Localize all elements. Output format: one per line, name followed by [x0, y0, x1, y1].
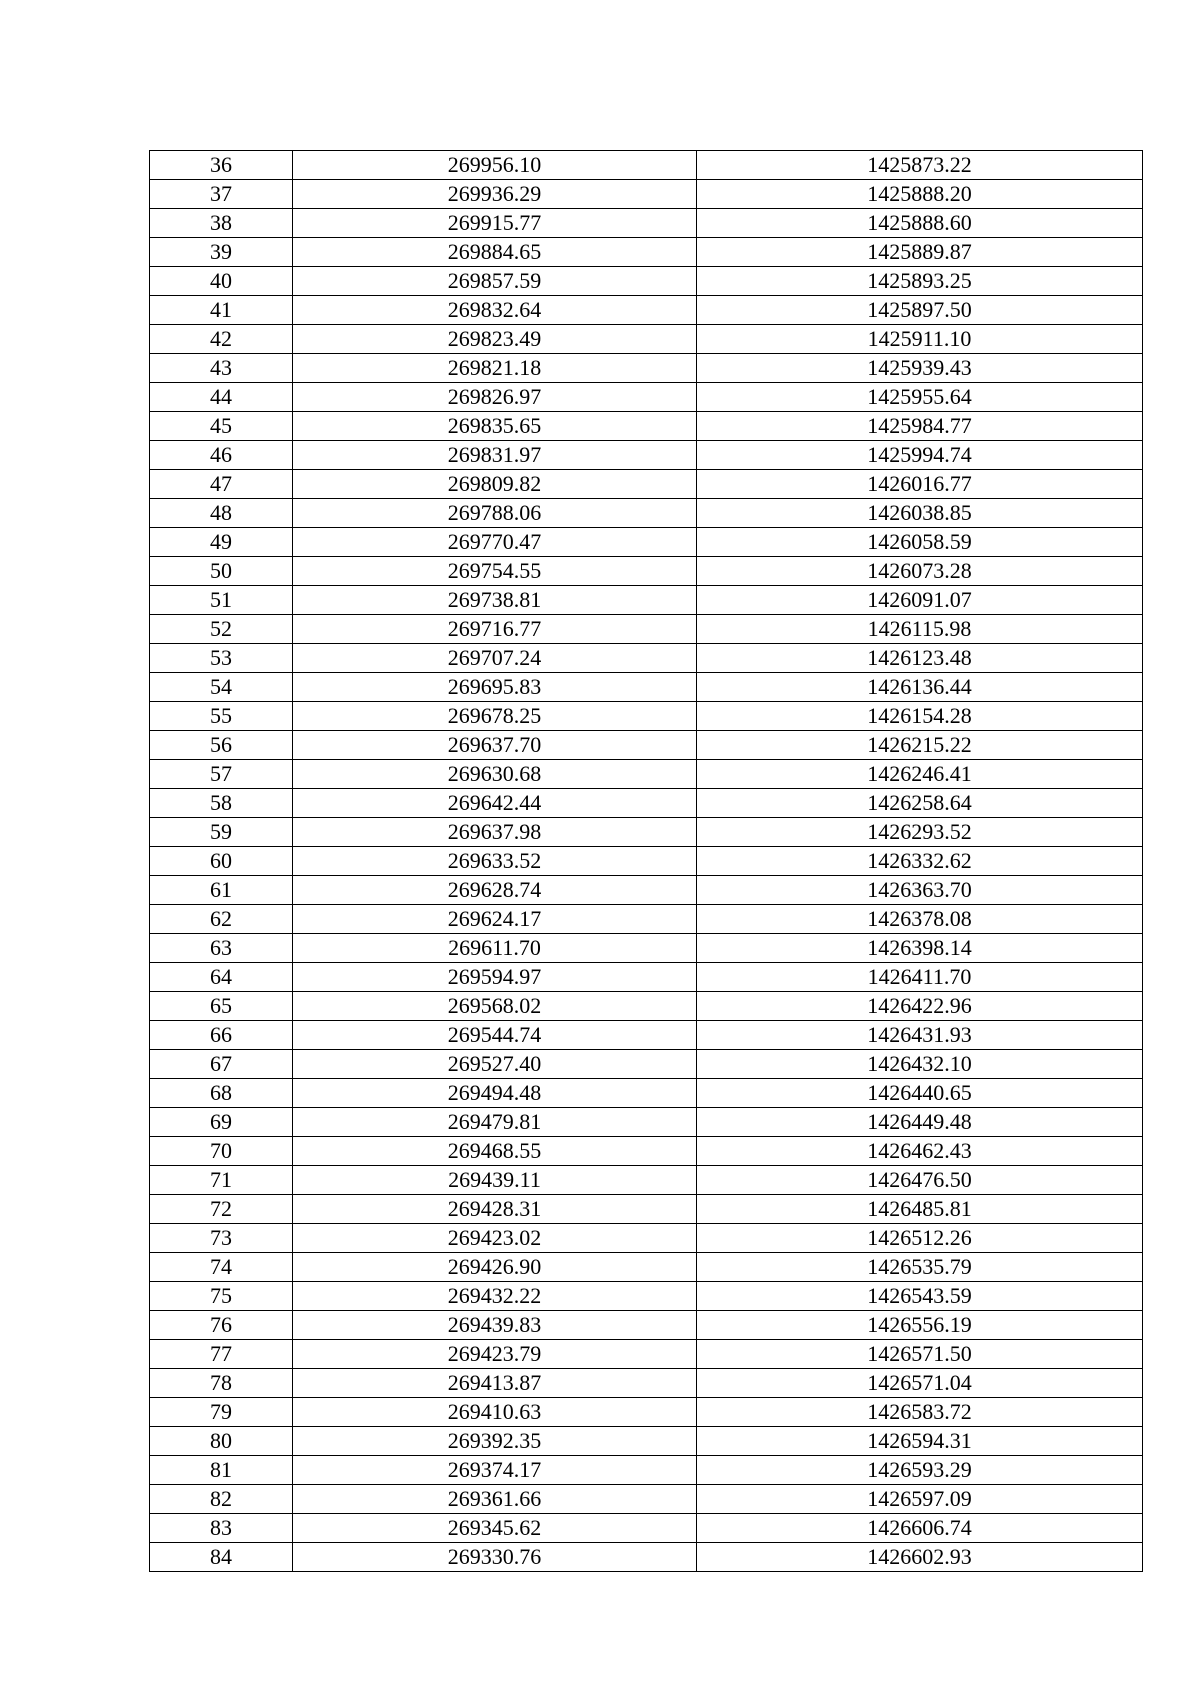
table-row — [150, 1514, 1143, 1543]
x-coordinate-cell: 269707.24 — [293, 644, 697, 673]
y-coordinate-cell: 1426154.28 — [697, 702, 1143, 731]
y-coordinate-cell: 1426431.93 — [697, 1021, 1143, 1050]
y-coordinate-cell: 1426594.31 — [697, 1427, 1143, 1456]
table-row — [150, 963, 1143, 992]
point-number-cell: 82 — [150, 1485, 293, 1514]
table-row — [150, 354, 1143, 383]
y-coordinate-cell: 1425897.50 — [697, 296, 1143, 325]
point-number-cell: 43 — [150, 354, 293, 383]
y-coordinate-cell: 1426073.28 — [697, 557, 1143, 586]
y-coordinate-cell: 1426293.52 — [697, 818, 1143, 847]
point-number-cell: 71 — [150, 1166, 293, 1195]
x-coordinate-cell: 269439.11 — [293, 1166, 697, 1195]
y-coordinate-cell: 1426091.07 — [697, 586, 1143, 615]
table-row — [150, 209, 1143, 238]
point-number-cell: 68 — [150, 1079, 293, 1108]
table-row — [150, 499, 1143, 528]
table-row — [150, 1253, 1143, 1282]
table-row — [150, 325, 1143, 354]
x-coordinate-cell: 269426.90 — [293, 1253, 697, 1282]
y-coordinate-cell: 1425893.25 — [697, 267, 1143, 296]
table-row — [150, 731, 1143, 760]
x-coordinate-cell: 269716.77 — [293, 615, 697, 644]
x-coordinate-cell: 269857.59 — [293, 267, 697, 296]
y-coordinate-cell: 1426606.74 — [697, 1514, 1143, 1543]
table-row — [150, 760, 1143, 789]
point-number-cell: 53 — [150, 644, 293, 673]
table-row — [150, 1195, 1143, 1224]
x-coordinate-cell: 269695.83 — [293, 673, 697, 702]
y-coordinate-cell: 1426602.93 — [697, 1543, 1143, 1572]
point-number-cell: 72 — [150, 1195, 293, 1224]
y-coordinate-cell: 1426556.19 — [697, 1311, 1143, 1340]
table-row — [150, 1398, 1143, 1427]
table-row — [150, 1340, 1143, 1369]
y-coordinate-cell: 1425994.74 — [697, 441, 1143, 470]
point-number-cell: 51 — [150, 586, 293, 615]
table-row — [150, 615, 1143, 644]
x-coordinate-cell: 269468.55 — [293, 1137, 697, 1166]
table-row — [150, 1137, 1143, 1166]
y-coordinate-cell: 1426378.08 — [697, 905, 1143, 934]
y-coordinate-cell: 1426543.59 — [697, 1282, 1143, 1311]
point-number-cell: 59 — [150, 818, 293, 847]
y-coordinate-cell: 1426115.98 — [697, 615, 1143, 644]
x-coordinate-cell: 269361.66 — [293, 1485, 697, 1514]
x-coordinate-cell: 269642.44 — [293, 789, 697, 818]
x-coordinate-cell: 269423.02 — [293, 1224, 697, 1253]
table-row — [150, 702, 1143, 731]
x-coordinate-cell: 269439.83 — [293, 1311, 697, 1340]
point-number-cell: 41 — [150, 296, 293, 325]
table-row — [150, 1427, 1143, 1456]
point-number-cell: 48 — [150, 499, 293, 528]
table-row — [150, 1311, 1143, 1340]
y-coordinate-cell: 1426332.62 — [697, 847, 1143, 876]
x-coordinate-cell: 269374.17 — [293, 1456, 697, 1485]
point-number-cell: 65 — [150, 992, 293, 1021]
y-coordinate-cell: 1426583.72 — [697, 1398, 1143, 1427]
point-number-cell: 37 — [150, 180, 293, 209]
table-row — [150, 847, 1143, 876]
y-coordinate-cell: 1426411.70 — [697, 963, 1143, 992]
x-coordinate-cell: 269770.47 — [293, 528, 697, 557]
table-row — [150, 992, 1143, 1021]
y-coordinate-cell: 1425911.10 — [697, 325, 1143, 354]
y-coordinate-cell: 1426258.64 — [697, 789, 1143, 818]
table-row — [150, 1224, 1143, 1253]
x-coordinate-cell: 269432.22 — [293, 1282, 697, 1311]
x-coordinate-cell: 269835.65 — [293, 412, 697, 441]
point-number-cell: 47 — [150, 470, 293, 499]
table-row — [150, 441, 1143, 470]
x-coordinate-cell: 269832.64 — [293, 296, 697, 325]
point-number-cell: 70 — [150, 1137, 293, 1166]
x-coordinate-cell: 269527.40 — [293, 1050, 697, 1079]
point-number-cell: 83 — [150, 1514, 293, 1543]
x-coordinate-cell: 269428.31 — [293, 1195, 697, 1224]
table-row — [150, 151, 1143, 180]
x-coordinate-cell: 269821.18 — [293, 354, 697, 383]
point-number-cell: 42 — [150, 325, 293, 354]
x-coordinate-cell: 269884.65 — [293, 238, 697, 267]
point-number-cell: 62 — [150, 905, 293, 934]
table-row — [150, 238, 1143, 267]
table-row — [150, 934, 1143, 963]
point-number-cell: 80 — [150, 1427, 293, 1456]
y-coordinate-cell: 1426440.65 — [697, 1079, 1143, 1108]
x-coordinate-cell: 269611.70 — [293, 934, 697, 963]
point-number-cell: 52 — [150, 615, 293, 644]
x-coordinate-cell: 269831.97 — [293, 441, 697, 470]
table-row — [150, 412, 1143, 441]
table-row — [150, 905, 1143, 934]
table-row — [150, 789, 1143, 818]
point-number-cell: 36 — [150, 151, 293, 180]
point-number-cell: 40 — [150, 267, 293, 296]
point-number-cell: 69 — [150, 1108, 293, 1137]
table-row — [150, 267, 1143, 296]
x-coordinate-cell: 269479.81 — [293, 1108, 697, 1137]
point-number-cell: 73 — [150, 1224, 293, 1253]
y-coordinate-cell: 1425984.77 — [697, 412, 1143, 441]
y-coordinate-cell: 1426432.10 — [697, 1050, 1143, 1079]
point-number-cell: 46 — [150, 441, 293, 470]
x-coordinate-cell: 269544.74 — [293, 1021, 697, 1050]
y-coordinate-cell: 1426422.96 — [697, 992, 1143, 1021]
y-coordinate-cell: 1426363.70 — [697, 876, 1143, 905]
point-number-cell: 81 — [150, 1456, 293, 1485]
y-coordinate-cell: 1426571.50 — [697, 1340, 1143, 1369]
x-coordinate-cell: 269738.81 — [293, 586, 697, 615]
x-coordinate-cell: 269637.98 — [293, 818, 697, 847]
y-coordinate-cell: 1425888.20 — [697, 180, 1143, 209]
x-coordinate-cell: 269809.82 — [293, 470, 697, 499]
x-coordinate-cell: 269494.48 — [293, 1079, 697, 1108]
x-coordinate-cell: 269823.49 — [293, 325, 697, 354]
coordinate-table — [149, 150, 1143, 1572]
y-coordinate-cell: 1426485.81 — [697, 1195, 1143, 1224]
y-coordinate-cell: 1426535.79 — [697, 1253, 1143, 1282]
x-coordinate-cell: 269754.55 — [293, 557, 697, 586]
table-row — [150, 1485, 1143, 1514]
table-row — [150, 470, 1143, 499]
table-row — [150, 180, 1143, 209]
table-row — [150, 557, 1143, 586]
table-row — [150, 1456, 1143, 1485]
x-coordinate-cell: 269936.29 — [293, 180, 697, 209]
y-coordinate-cell: 1425955.64 — [697, 383, 1143, 412]
table-row — [150, 1282, 1143, 1311]
x-coordinate-cell: 269624.17 — [293, 905, 697, 934]
y-coordinate-cell: 1426449.48 — [697, 1108, 1143, 1137]
point-number-cell: 50 — [150, 557, 293, 586]
point-number-cell: 61 — [150, 876, 293, 905]
x-coordinate-cell: 269628.74 — [293, 876, 697, 905]
x-coordinate-cell: 269410.63 — [293, 1398, 697, 1427]
y-coordinate-cell: 1426597.09 — [697, 1485, 1143, 1514]
y-coordinate-cell: 1426016.77 — [697, 470, 1143, 499]
x-coordinate-cell: 269630.68 — [293, 760, 697, 789]
y-coordinate-cell: 1426512.26 — [697, 1224, 1143, 1253]
table-row — [150, 383, 1143, 412]
y-coordinate-cell: 1425939.43 — [697, 354, 1143, 383]
point-number-cell: 58 — [150, 789, 293, 818]
x-coordinate-cell: 269633.52 — [293, 847, 697, 876]
y-coordinate-cell: 1426038.85 — [697, 499, 1143, 528]
x-coordinate-cell: 269568.02 — [293, 992, 697, 1021]
point-number-cell: 63 — [150, 934, 293, 963]
y-coordinate-cell: 1426058.59 — [697, 528, 1143, 557]
table-row — [150, 1369, 1143, 1398]
point-number-cell: 77 — [150, 1340, 293, 1369]
table-row — [150, 818, 1143, 847]
table-row — [150, 1079, 1143, 1108]
x-coordinate-cell: 269345.62 — [293, 1514, 697, 1543]
table-row — [150, 673, 1143, 702]
x-coordinate-cell: 269826.97 — [293, 383, 697, 412]
x-coordinate-cell: 269788.06 — [293, 499, 697, 528]
point-number-cell: 84 — [150, 1543, 293, 1572]
y-coordinate-cell: 1426593.29 — [697, 1456, 1143, 1485]
table-row — [150, 1050, 1143, 1079]
point-number-cell: 44 — [150, 383, 293, 412]
point-number-cell: 66 — [150, 1021, 293, 1050]
point-number-cell: 49 — [150, 528, 293, 557]
point-number-cell: 74 — [150, 1253, 293, 1282]
point-number-cell: 39 — [150, 238, 293, 267]
point-number-cell: 79 — [150, 1398, 293, 1427]
y-coordinate-cell: 1426462.43 — [697, 1137, 1143, 1166]
table-row — [150, 1021, 1143, 1050]
point-number-cell: 60 — [150, 847, 293, 876]
x-coordinate-cell: 269637.70 — [293, 731, 697, 760]
x-coordinate-cell: 269413.87 — [293, 1369, 697, 1398]
point-number-cell: 78 — [150, 1369, 293, 1398]
table-row — [150, 1543, 1143, 1572]
point-number-cell: 76 — [150, 1311, 293, 1340]
y-coordinate-cell: 1426246.41 — [697, 760, 1143, 789]
point-number-cell: 67 — [150, 1050, 293, 1079]
x-coordinate-cell: 269678.25 — [293, 702, 697, 731]
x-coordinate-cell: 269392.35 — [293, 1427, 697, 1456]
point-number-cell: 56 — [150, 731, 293, 760]
table-row — [150, 876, 1143, 905]
y-coordinate-cell: 1426398.14 — [697, 934, 1143, 963]
y-coordinate-cell: 1425873.22 — [697, 151, 1143, 180]
table-row — [150, 586, 1143, 615]
x-coordinate-cell: 269915.77 — [293, 209, 697, 238]
x-coordinate-cell: 269330.76 — [293, 1543, 697, 1572]
point-number-cell: 75 — [150, 1282, 293, 1311]
table-row — [150, 1166, 1143, 1195]
table-row — [150, 296, 1143, 325]
y-coordinate-cell: 1425889.87 — [697, 238, 1143, 267]
point-number-cell: 64 — [150, 963, 293, 992]
point-number-cell: 38 — [150, 209, 293, 238]
y-coordinate-cell: 1426476.50 — [697, 1166, 1143, 1195]
y-coordinate-cell: 1425888.60 — [697, 209, 1143, 238]
coordinate-table-body — [150, 151, 1143, 1572]
x-coordinate-cell: 269423.79 — [293, 1340, 697, 1369]
point-number-cell: 55 — [150, 702, 293, 731]
point-number-cell: 45 — [150, 412, 293, 441]
table-row — [150, 528, 1143, 557]
table-row — [150, 1108, 1143, 1137]
y-coordinate-cell: 1426123.48 — [697, 644, 1143, 673]
point-number-cell: 54 — [150, 673, 293, 702]
point-number-cell: 57 — [150, 760, 293, 789]
y-coordinate-cell: 1426136.44 — [697, 673, 1143, 702]
y-coordinate-cell: 1426215.22 — [697, 731, 1143, 760]
y-coordinate-cell: 1426571.04 — [697, 1369, 1143, 1398]
table-row — [150, 644, 1143, 673]
x-coordinate-cell: 269594.97 — [293, 963, 697, 992]
x-coordinate-cell: 269956.10 — [293, 151, 697, 180]
